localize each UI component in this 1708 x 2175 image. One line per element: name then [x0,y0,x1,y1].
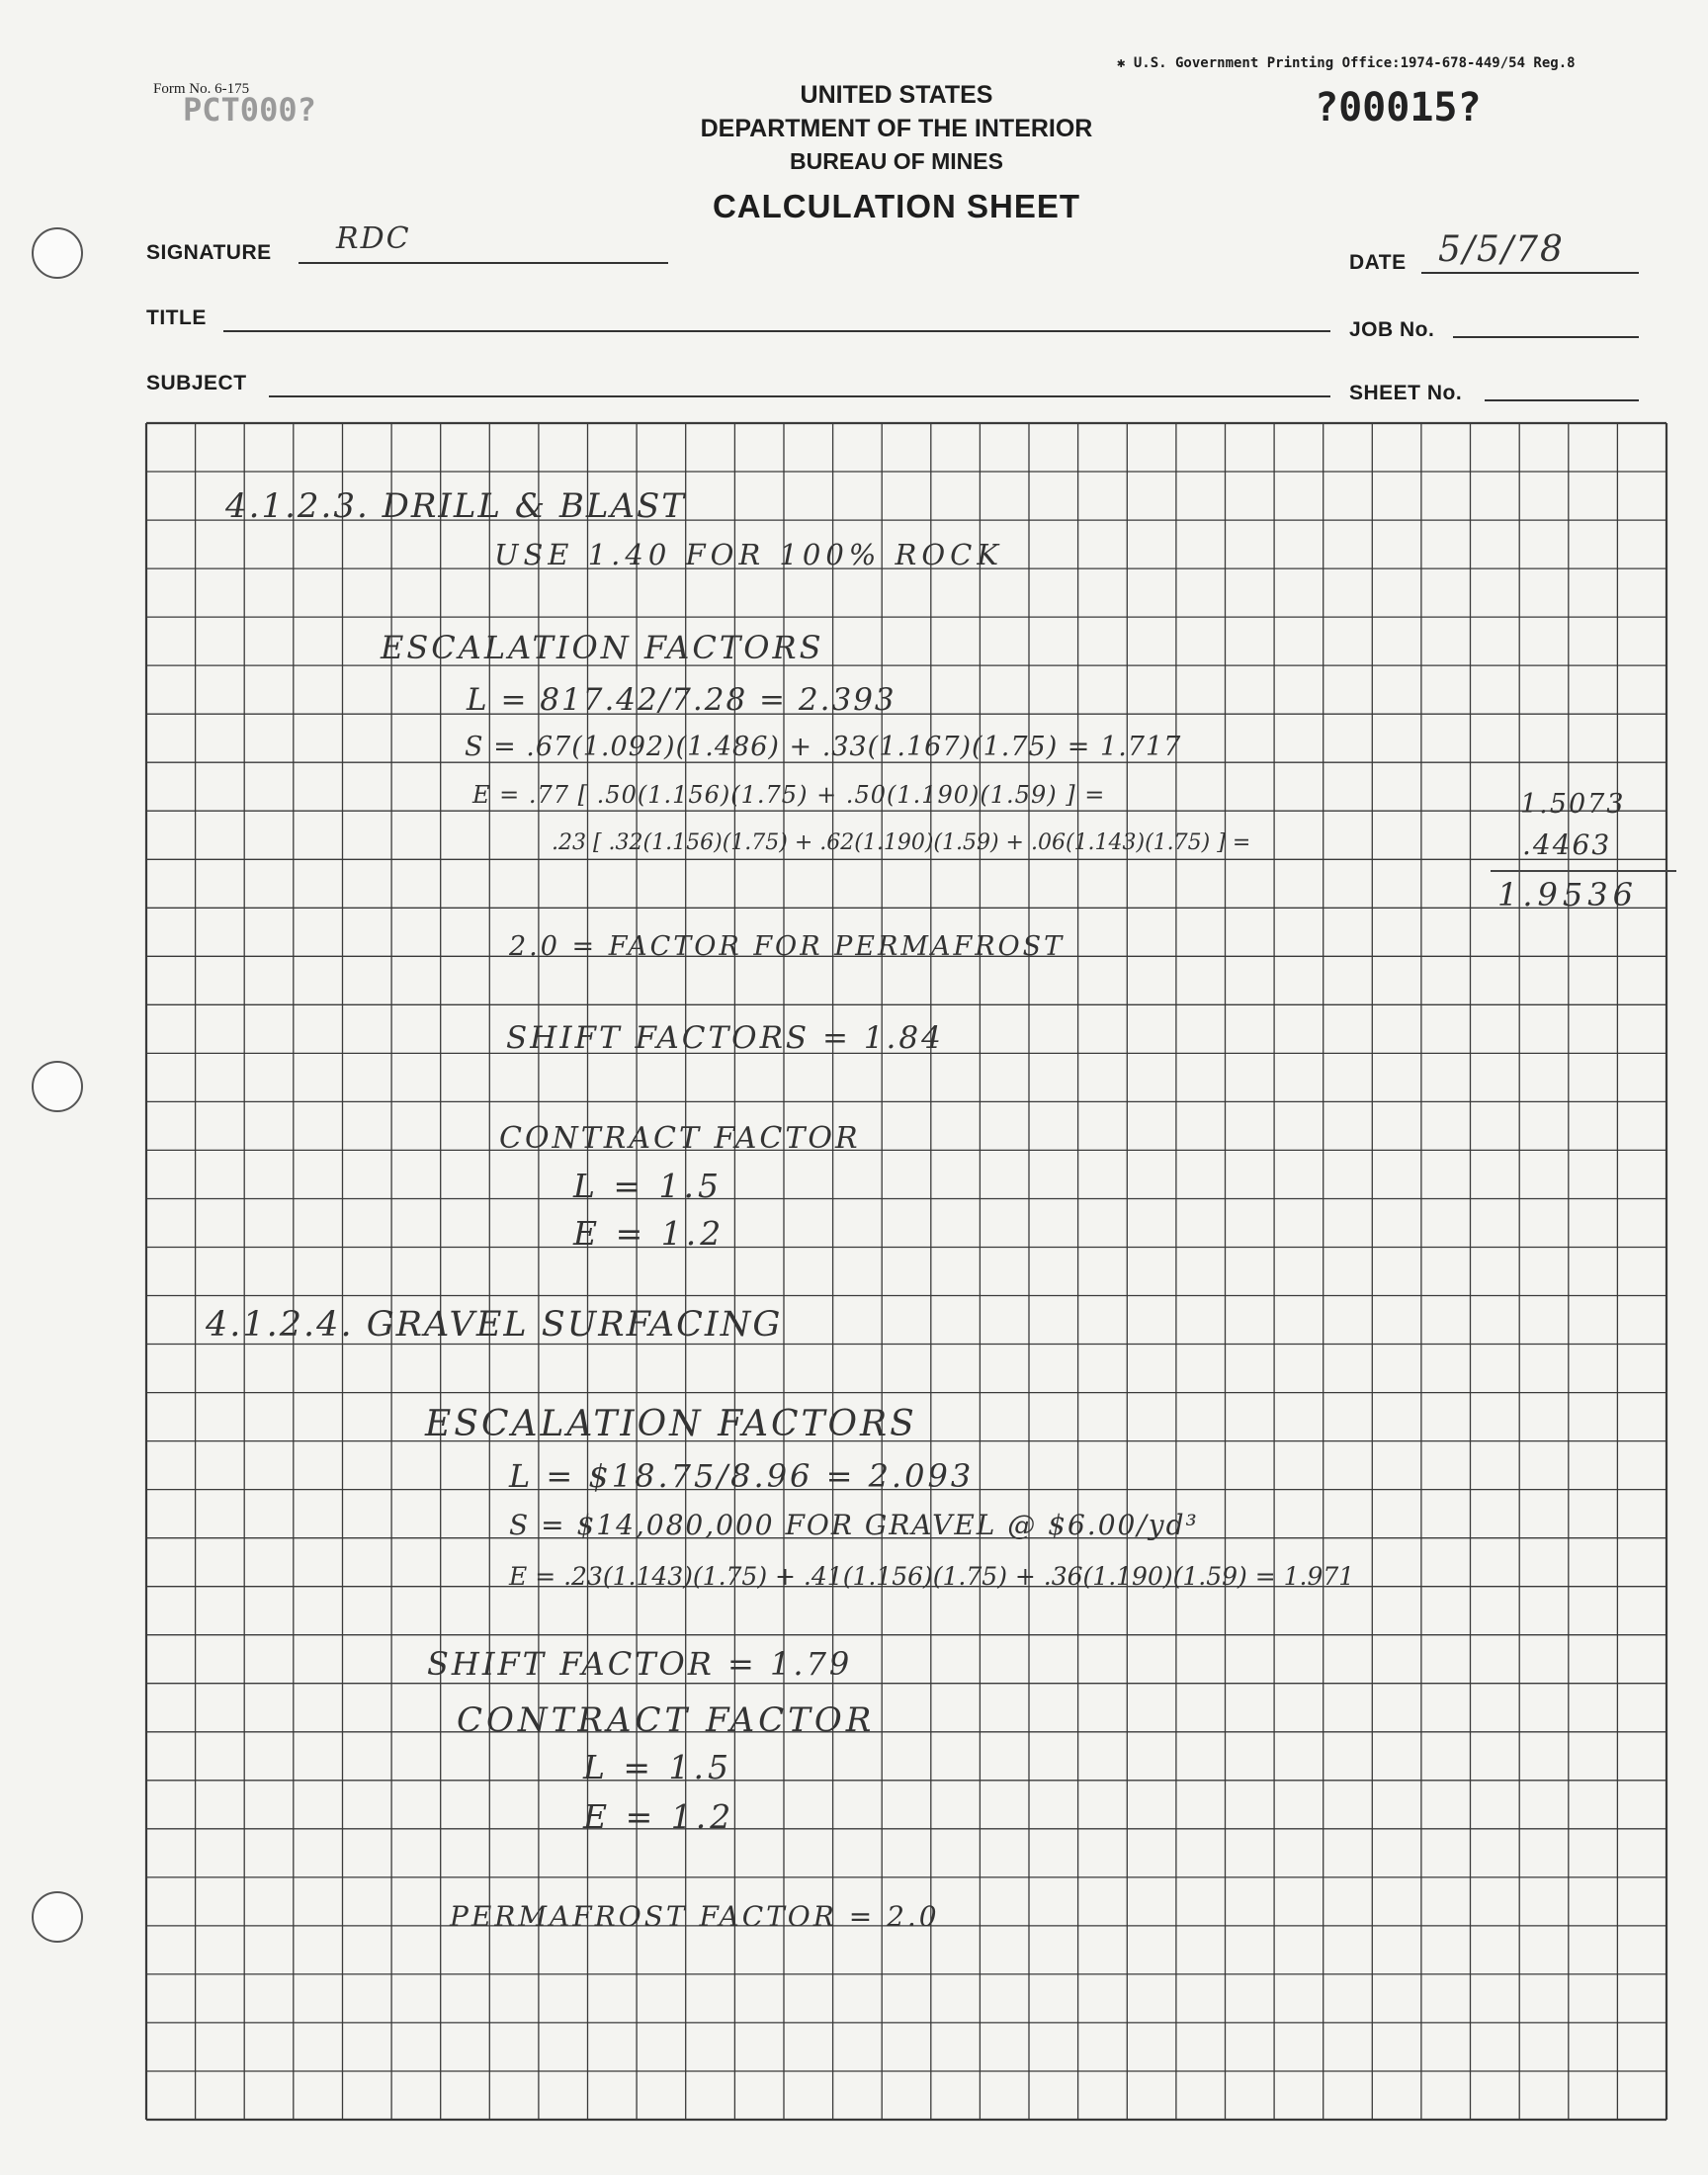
note-escalation-e-2: E = .23(1.143)(1.75) + .41(1.156)(1.75) + .36(1.190)(1.59) = 1.971 [509,1562,1355,1591]
note-escalation-e2-value: .4463 [1522,828,1612,861]
header-department: DEPARTMENT OF THE INTERIOR [700,115,1093,142]
printing-office-note: ✱ U.S. Government Printing Office:1974-678-449/54 Reg.8 [1117,55,1576,71]
note-escalation-s: S = .67(1.092)(1.486) + .33(1.167)(1.75) = 1.717 [465,732,1182,762]
note-escalation-s-2: S = $14,080,000 FOR GRAVEL @ $6.00/yd³ [509,1509,1199,1541]
note-contract-factor-2: CONTRACT FACTOR [457,1700,876,1740]
note-escalation-e-total: 1.9536 [1497,876,1638,914]
page-title: CALCULATION SHEET [712,188,1081,224]
note-permafrost-factor-2: PERMAFROST FACTOR = 2.0 [450,1900,940,1933]
note-contract-l-2: L = 1.5 [583,1748,733,1786]
note-contract-factor: CONTRACT FACTOR [499,1121,861,1156]
document-stamp-right: ?00015? [1315,85,1482,130]
note-shift-factor-2: SHIFT FACTOR = 1.79 [427,1645,853,1683]
note-escalation-e1: E = .77 [ .50(1.156)(1.75) + .50(1.190)(1.59) ] = [472,781,1106,809]
note-contract-e-2: E = 1.2 [583,1797,735,1836]
sheet-no-label: SHEET No. [1349,382,1463,404]
job-no-label: JOB No. [1349,318,1435,341]
note-escalation-l-2: L = $18.75/8.96 = 2.093 [509,1457,975,1495]
note-escalation-e2: .23 [ .32(1.156)(1.75) + .62(1.190)(1.59) + .06(1.143)(1.75) ] = [552,830,1251,855]
signature-label: SIGNATURE [146,241,272,264]
note-shift-factors: SHIFT FACTORS = 1.84 [506,1020,944,1056]
header-united-states: UNITED STATES [800,81,993,109]
note-contract-l: L = 1.5 [573,1167,724,1205]
signature-value: RDC [336,221,411,256]
note-escalation-heading-2: ESCALATION FACTORS [425,1404,917,1444]
header-bureau: BUREAU OF MINES [790,148,1003,174]
note-permafrost-factor: 2.0 = FACTOR FOR PERMAFROST [509,931,1066,962]
note-use-factor: USE 1.40 FOR 100% ROCK [494,538,1004,571]
sum-underline [1491,870,1676,872]
form-number: Form No. 6-175 [153,81,250,97]
subject-label: SUBJECT [146,372,247,394]
document-stamp-left: PCT000? [183,91,316,129]
section-heading-drill-blast: 4.1.2.3. DRILL & BLAST [225,486,686,526]
section-heading-gravel-surfacing: 4.1.2.4. GRAVEL SURFACING [206,1305,783,1345]
note-escalation-e1-value: 1.5073 [1520,789,1626,820]
date-label: DATE [1349,251,1407,274]
date-value: 5/5/78 [1438,229,1565,270]
note-escalation-heading: ESCALATION FACTORS [381,629,824,666]
note-escalation-l: L = 817.42/7.28 = 2.393 [467,682,897,718]
title-label: TITLE [146,306,207,329]
note-contract-e: E = 1.2 [573,1214,726,1253]
